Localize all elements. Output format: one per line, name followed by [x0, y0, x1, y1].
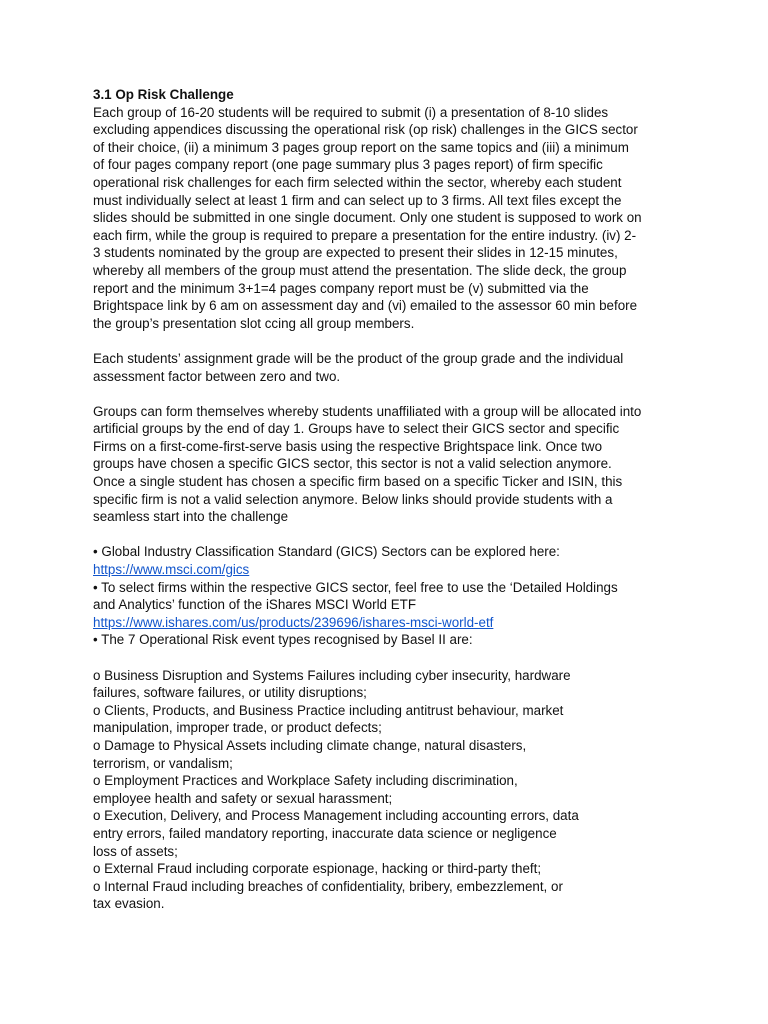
paragraph-line: specific firm is not a valid selection anymore. Below links should provide students with a [93, 491, 613, 507]
gics-link-line [93, 561, 693, 579]
document-body [93, 86, 693, 913]
paragraph-line: excluding appendices discussing the operational risk (op risk) challenges in the GICS sector [93, 122, 638, 138]
list-item-line: o External Fraud including corporate espionage, hacking or third-party theft; [93, 861, 542, 877]
bullet-ishares-holdings: • To select firms within the respective GICS sector, feel free to use the ‘Detailed Holdings [93, 579, 618, 595]
paragraph-line: the group’s presentation slot ccing all group members. [93, 315, 415, 331]
list-item-line: tax evasion. [93, 896, 165, 912]
risk-type-item-execution-delivery [93, 807, 693, 860]
list-item-line: o Employment Practices and Workplace Safety including discrimination, [93, 773, 518, 789]
list-item-line: o Clients, Products, and Business Practice including antitrust behaviour, market [93, 702, 564, 718]
msci-gics-link[interactable]: https://www.msci.com/gics [93, 562, 250, 578]
paragraph-line: artificial groups by the end of day 1. Groups have to select their GICS sector and specific [93, 421, 620, 437]
list-item-line: failures, software failures, or utility disruptions; [93, 685, 367, 701]
risk-type-item-business-disruption [93, 667, 693, 702]
paragraph-line: Once a single student has chosen a specific firm based on a specific Ticker and ISIN, this [93, 474, 623, 490]
risk-type-item-external-fraud [93, 860, 693, 878]
risk-type-list [93, 667, 693, 913]
ishares-msci-world-etf-link[interactable]: https://www.ishares.com/us/products/239696/ishares-msci-world-etf [93, 614, 494, 630]
list-item-line: loss of assets; [93, 843, 178, 859]
list-item-line: o Business Disruption and Systems Failures including cyber insecurity, hardware [93, 667, 571, 683]
paragraph-line: of their choice, (ii) a minimum 3 pages group report on the same topics and (iii) a minimum [93, 139, 629, 155]
paragraph-spacer [93, 332, 693, 350]
bullet-basel-risk-types: • The 7 Operational Risk event types recognised by Basel II are: [93, 632, 473, 648]
paragraph-spacer [93, 649, 693, 667]
paragraph-line: groups have chosen a specific GICS sector, this sector is not a valid selection anymore. [93, 456, 612, 472]
bullet-gics-sectors: • Global Industry Classification Standard (GICS) Sectors can be explored here: [93, 544, 560, 560]
paragraph-group-formation [93, 403, 693, 526]
paragraph-line: Each students’ assignment grade will be the product of the group grade and the individual [93, 350, 624, 366]
risk-type-item-employment-practices [93, 772, 693, 807]
paragraph-line: assessment factor between zero and two. [93, 368, 341, 384]
bullet-ishares-holdings-continued: and Analytics’ function of the iShares MSCI World ETF [93, 597, 417, 613]
paragraph-grading [93, 350, 693, 385]
paragraph-spacer [93, 526, 693, 544]
paragraph-line: slides should be submitted in one single document. Only one student is supposed to work on [93, 210, 642, 226]
paragraph-line: of four pages company report (one page summary plus 3 pages report) of firm specific [93, 157, 603, 173]
paragraph-line: must individually select at least 1 firm and can select up to 3 firms. All text files except the [93, 192, 622, 208]
list-item-line: o Damage to Physical Assets including climate change, natural disasters, [93, 737, 527, 753]
list-item-line: terrorism, or vandalism; [93, 755, 233, 771]
list-item-line: employee health and safety or sexual harassment; [93, 790, 393, 806]
risk-type-item-internal-fraud [93, 878, 693, 913]
list-item-line: o Internal Fraud including breaches of confidentiality, bribery, embezzlement, or [93, 878, 563, 894]
risk-type-item-physical-assets [93, 737, 693, 772]
resource-bullets [93, 543, 693, 649]
section-heading: 3.1 Op Risk Challenge [93, 87, 234, 102]
paragraph-spacer [93, 385, 693, 403]
paragraph-line: Brightspace link by 6 am on assessment day and (vi) emailed to the assessor 60 min before [93, 298, 638, 314]
paragraph-line: seamless start into the challenge [93, 509, 289, 525]
paragraph-line: whereby all members of the group must attend the presentation. The slide deck, the group [93, 262, 627, 278]
ishares-link-line [93, 614, 693, 632]
risk-type-item-clients-products [93, 702, 693, 737]
paragraph-line: report and the minimum 3+1=4 pages company report must be (v) submitted via the [93, 280, 589, 296]
list-item-line: o Execution, Delivery, and Process Management including accounting errors, data [93, 808, 579, 824]
paragraph-line: Groups can form themselves whereby students unaffiliated with a group will be allocated into [93, 403, 642, 419]
paragraph-line: operational risk challenges for each firm selected within the sector, whereby each student [93, 174, 622, 190]
paragraph-line: 3 students nominated by the group are expected to present their slides in 12-15 minutes, [93, 245, 618, 261]
paragraph-line: each firm, while the group is required to prepare a presentation for the entire industry. (iv) 2- [93, 227, 637, 243]
list-item-line: manipulation, improper trade, or product defects; [93, 720, 382, 736]
paragraph-submission-requirements [93, 104, 693, 333]
paragraph-line: Each group of 16-20 students will be required to submit (i) a presentation of 8-10 slides [93, 104, 609, 120]
list-item-line: entry errors, failed mandatory reporting, inaccurate data science or negligence [93, 825, 557, 841]
paragraph-line: Firms on a first-come-first-serve basis using the respective Brightspace link. Once two [93, 438, 603, 454]
